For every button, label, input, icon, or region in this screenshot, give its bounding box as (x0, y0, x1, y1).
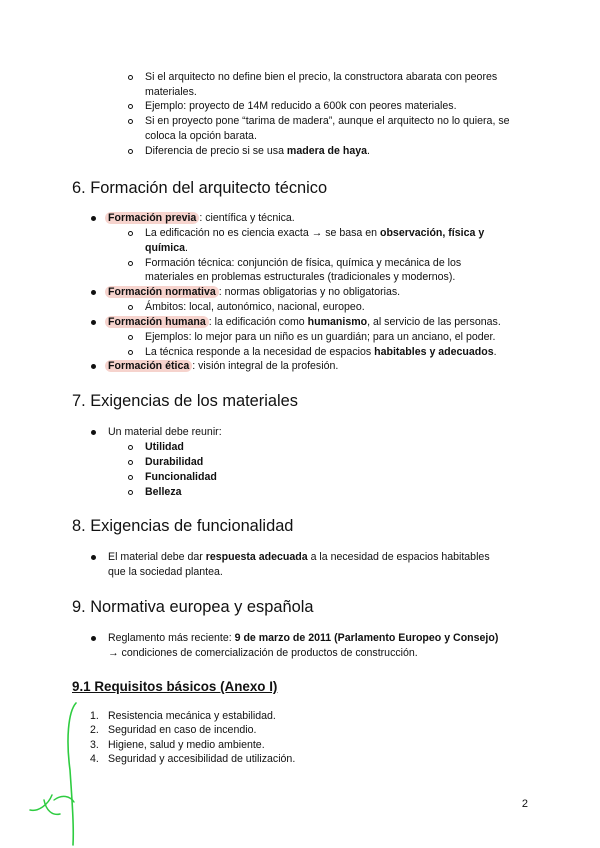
list-item: Formación técnica: conjunción de física, química y mecánica de los (145, 257, 462, 269)
list-item: Si el arquitecto no define bien el precio, la constructora abarata con peores (145, 71, 498, 83)
list-item: La edificación no es ciencia exacta → se basa en observación, física y (145, 227, 485, 239)
section-heading: 9. Normativa europea y española (72, 598, 314, 616)
list-item: Si en proyecto pone “tarima de madera”, aunque el arquitecto no lo quiera, se (145, 115, 510, 127)
highlight: Formación previa (105, 212, 199, 224)
list-number: 2. (90, 724, 99, 736)
list-item-cont: que la sociedad plantea. (108, 566, 223, 578)
list-item-cont: química. (145, 242, 188, 254)
list-item: Seguridad en caso de incendio. (108, 724, 257, 736)
list-item: Diferencia de precio si se usa madera de haya. (145, 145, 370, 157)
highlight: Formación ética (105, 360, 192, 372)
list-item: Ejemplo: proyecto de 14M reducido a 600k con peores materiales. (145, 100, 457, 112)
list-item-cont: → condiciones de comercialización de productos de construcción. (108, 647, 418, 659)
subsection-heading: 9.1 Requisitos básicos (Anexo I) (72, 679, 278, 694)
list-item: La técnica responde a la necesidad de espacios habitables y adecuados. (145, 346, 497, 358)
list-item: Funcionalidad (145, 471, 217, 483)
list-item: Seguridad y accesibilidad de utilización. (108, 753, 296, 765)
list-item: Reglamento más reciente: 9 de marzo de 2011 (Parlamento Europeo y Consejo) (108, 632, 499, 644)
highlight: Formación normativa (105, 286, 219, 298)
list-item: El material debe dar respuesta adecuada a la necesidad de espacios habitables (108, 551, 490, 563)
page-number: 2 (521, 798, 528, 810)
list-item: Un material debe reunir: (108, 426, 222, 438)
list-item-cont: materiales en problemas estructurales (tradicionales y modernos). (145, 271, 456, 283)
list-item: Belleza (145, 486, 182, 498)
section-heading: 8. Exigencias de funcionalidad (72, 517, 294, 535)
list-item: Formación humana : la edificación como humanismo, al servicio de las personas. (108, 315, 501, 329)
list-item: Resistencia mecánica y estabilidad. (108, 710, 276, 722)
section-heading: 7. Exigencias de los materiales (72, 392, 298, 410)
list-item: Durabilidad (145, 456, 204, 468)
list-number: 4. (90, 753, 99, 765)
list-item-cont: coloca la opción barata. (145, 130, 257, 142)
list-item: Ámbitos: local, autonómico, nacional, europeo. (145, 301, 365, 313)
list-item: Formación ética : visión integral de la profesión. (108, 359, 338, 373)
list-number: 3. (90, 739, 99, 751)
section-heading: 6. Formación del arquitecto técnico (72, 179, 328, 197)
list-item: Formación normativa : normas obligatorias y no obligatorias. (108, 285, 400, 299)
list-item: Ejemplos: lo mejor para un niño es un guardián; para un anciano, el poder. (145, 331, 496, 343)
list-item-cont: materiales. (145, 86, 197, 98)
list-number: 1. (90, 710, 99, 722)
list-item: Utilidad (145, 441, 184, 453)
list-item: Higiene, salud y medio ambiente. (108, 739, 265, 751)
list-item: Formación previa : científica y técnica. (108, 211, 295, 225)
highlight: Formación humana (105, 316, 209, 328)
